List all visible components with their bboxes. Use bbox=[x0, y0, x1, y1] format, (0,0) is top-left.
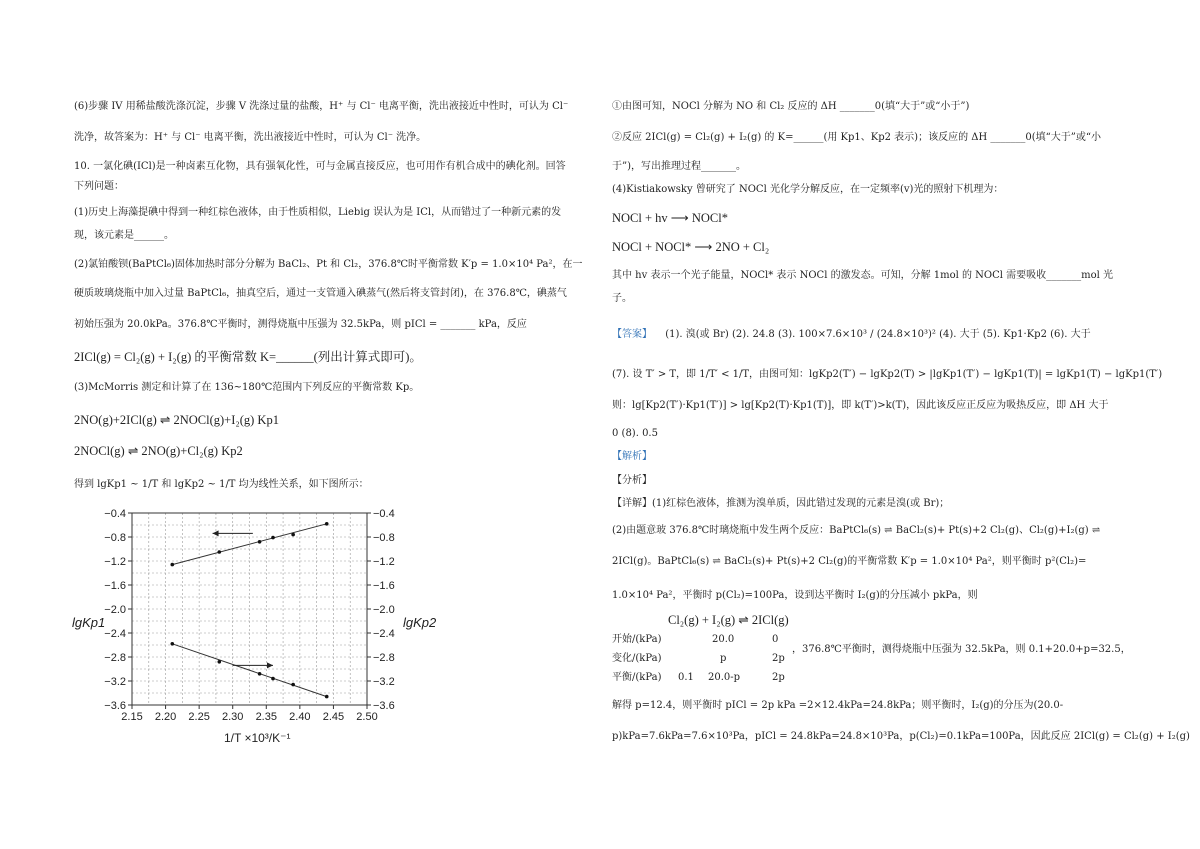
x-axis-label: 1/T ×10³/K⁻¹ bbox=[224, 731, 291, 745]
series-line-2 bbox=[172, 644, 326, 697]
ice-cell: p bbox=[720, 653, 727, 664]
text-line: (2)氯铂酸钡(BaPtCl₆)固体加热时部分分解为 BaCl₂、Pt 和 Cl₂，376.8℃时平衡常数 K′p = 1.0×10⁴ Pa²，在一 bbox=[74, 259, 583, 270]
data-point bbox=[258, 672, 262, 676]
text-line: (3)McMorris 测定和计算了在 136~180℃范围内下列反应的平衡常数 Kp。 bbox=[74, 382, 420, 393]
text-line: 【详解】(1)红棕色液体，推测为溴单质，因此错过发现的元素是溴(或 Br)； bbox=[612, 498, 950, 509]
ice-cell: 2p bbox=[772, 672, 785, 683]
text-line: ②反应 2ICl(g) = Cl₂(g) + I₂(g) 的 K=______(用 Kp1、Kp2 表示)；该反应的 ΔH _______0(填“大于”或“小 bbox=[612, 132, 1101, 143]
x-tick-label: 2.40 bbox=[289, 711, 311, 723]
ice-cell: 2p bbox=[772, 653, 785, 664]
ice-cell: 20.0 bbox=[712, 634, 735, 645]
x-tick-label: 2.30 bbox=[222, 711, 244, 723]
equation-line: 2ICl(g) = Cl₂(g) + I₂(g) 的平衡常数 K=______(列出计算式即可)。 bbox=[74, 350, 422, 364]
ice-cell: 0 bbox=[772, 634, 779, 645]
text-line: 解得 p=12.4，则平衡时 pICl = 2p kPa =2×12.4kPa=24.8kPa；则平衡时，I₂(g)的分压为(20.0- bbox=[612, 700, 1064, 711]
data-point bbox=[271, 536, 275, 540]
y-tick-label-right: −2.0 bbox=[373, 604, 395, 616]
y-tick-label-right: −1.2 bbox=[373, 556, 395, 568]
text-line: 1.0×10⁴ Pa²，平衡时 p(Cl₂)=100Pa，设到达平衡时 I₂(g)的分压减小 pkPa，则 bbox=[612, 590, 978, 601]
equation-line: 2NOCl(g) ⇌ 2NO(g)+Cl₂(g) Kp2 bbox=[74, 444, 243, 458]
x-tick-label: 2.20 bbox=[154, 711, 177, 723]
y-tick-label-right: −2.4 bbox=[373, 628, 395, 640]
answer-line bbox=[612, 328, 1091, 342]
y-axis-label-left: lgKp1 bbox=[72, 615, 106, 630]
y-tick-label-left: −2.0 bbox=[104, 604, 126, 616]
text-line: 现，该元素是______。 bbox=[74, 230, 174, 241]
y-tick-label-left: −1.2 bbox=[104, 556, 126, 568]
y-tick-label-left: −0.8 bbox=[104, 532, 126, 544]
y-tick-label-right: −0.4 bbox=[373, 508, 395, 520]
text-line: ，376.8℃平衡时，测得烧瓶中压强为 32.5kPa，则 0.1+20.0+p=32.5， bbox=[792, 644, 1131, 655]
arrow-head bbox=[267, 662, 273, 668]
y-tick-label-left: −0.4 bbox=[104, 508, 126, 520]
data-point bbox=[325, 522, 329, 526]
x-tick-label: 2.45 bbox=[322, 711, 345, 723]
y-tick-label-right: −1.6 bbox=[373, 580, 395, 592]
y-axis-label-right: lgKp2 bbox=[403, 615, 437, 630]
text-line: (4)Kistiakowsky 曾研究了 NOCl 光化学分解反应，在一定频率(v)光的照射下机理为： bbox=[612, 184, 1004, 195]
text-line: 2ICl(g)。BaPtCl₆(s) ⇌ BaCl₂(s)+ Pt(s)+2 Cl₂(g)的平衡常数 K′p = 1.0×10⁴ Pa²，则平衡时 p²(Cl₂)= bbox=[612, 556, 1087, 567]
text-line: 洗净，故答案为：H⁺ 与 Cl⁻ 电离平衡，洗出液接近中性时，可认为 Cl⁻ 洗净。 bbox=[74, 132, 427, 143]
y-tick-label-right: −3.2 bbox=[373, 676, 395, 688]
text-line: (2)由题意玻 376.8℃时璃烧瓶中发生两个反应：BaPtCl₆(s) ⇌ BaCl₂(s)+ Pt(s)+2 Cl₂(g)、Cl₂(g)+I₂(g) ⇌ bbox=[612, 525, 1101, 536]
x-tick-label: 2.35 bbox=[255, 711, 277, 723]
text-line: (1)历史上海藻提碘中得到一种红棕色液体，由于性质相似，Liebig 误认为是 ICl，从而错过了一种新元素的发 bbox=[74, 207, 562, 218]
y-tick-label-left: −3.2 bbox=[104, 676, 126, 688]
ice-cell: 20.0-p bbox=[708, 672, 741, 683]
question-heading: 10. 一氯化碘(ICl)是一种卤素互化物，具有强氧化性，可与金属直接反应，也可用作有机合成中的碘化剂。回答 bbox=[74, 161, 566, 172]
y-tick-label-right: −2.8 bbox=[373, 652, 395, 664]
ice-row-label: 变化/(kPa) bbox=[612, 653, 662, 664]
data-point bbox=[258, 540, 262, 544]
data-point bbox=[170, 642, 174, 646]
y-tick-label-right: −0.8 bbox=[373, 532, 395, 544]
answer-tag: 【答案】 bbox=[612, 329, 652, 340]
y-tick-label-left: −2.8 bbox=[104, 652, 126, 664]
data-point bbox=[217, 660, 221, 664]
ice-cell: 0.1 bbox=[678, 672, 694, 683]
text-line: 下列问题： bbox=[74, 181, 124, 192]
y-tick-label-left: −1.6 bbox=[104, 580, 126, 592]
data-point bbox=[325, 695, 329, 699]
y-tick-label-left: −2.4 bbox=[104, 628, 126, 640]
x-tick-label: 2.25 bbox=[188, 711, 210, 723]
text-line: 得到 lgKp1 ~ 1/T 和 lgKp2 ~ 1/T 均为线性关系，如下图所示： bbox=[74, 479, 369, 490]
arrow-head bbox=[213, 530, 219, 536]
text-line: 则：lg[Kp2(T′)·Kp1(T′)] > lg[Kp2(T)·Kp1(T)]，即 k(T′)>k(T)，因此该反应正反应为吸热反应，即 ΔH 大于 bbox=[612, 400, 1109, 411]
equation-line: NOCl + NOCl* ⟶ 2NO + Cl₂ bbox=[612, 240, 770, 254]
y-tick-label-left: −3.6 bbox=[104, 700, 126, 712]
text-line: p)kPa=7.6kPa=7.6×10³Pa，pICl = 24.8kPa=24.8×10³Pa，p(Cl₂)=0.1kPa=100Pa，因此反应 2ICl(g) = Cl₂(g) + I₂(g) bbox=[612, 731, 1190, 742]
text-line: 于”)，写出推理过程_______。 bbox=[612, 161, 747, 172]
x-tick-label: 2.50 bbox=[356, 711, 378, 723]
ice-table-header: Cl₂(g) + I₂(g) ⇌ 2ICl(g) bbox=[668, 613, 789, 627]
equation-line: 2NO(g)+2ICl(g) ⇌ 2NOCl(g)+I₂(g) Kp1 bbox=[74, 413, 279, 427]
text-line: (6)步骤 IV 用稀盐酸洗涤沉淀，步骤 V 洗涤过量的盐酸，H⁺ 与 Cl⁻ 电离平衡，洗出液接近中性时，可认为 Cl⁻ bbox=[74, 101, 569, 112]
y-tick-label-right: −3.6 bbox=[373, 700, 395, 712]
text-line: 硬质玻璃烧瓶中加入过量 BaPtCl₆，抽真空后，通过一支管通入碘蒸气(然后将支管封闭)，在 376.8℃，碘蒸气 bbox=[74, 288, 567, 299]
text-line: 其中 hv 表示一个光子能量，NOCl* 表示 NOCl 的激发态。可知，分解 1mol 的 NOCl 需要吸收_______mol 光 bbox=[612, 270, 1114, 281]
analysis-tag: 【解析】 bbox=[612, 451, 652, 462]
ice-row-label: 平衡/(kPa) bbox=[612, 672, 662, 683]
text-line: 子。 bbox=[612, 293, 632, 304]
data-point bbox=[291, 533, 295, 537]
text-line: ①由图可知，NOCl 分解为 NO 和 Cl₂ 反应的 ΔH _______0(填“大于”或“小于”) bbox=[612, 101, 970, 112]
text-line: 【分析】 bbox=[612, 475, 652, 486]
equation-line: NOCl + hv ⟶ NOCl* bbox=[612, 211, 728, 225]
data-point bbox=[217, 550, 221, 554]
text-line: 0 (8). 0.5 bbox=[612, 428, 658, 439]
ice-row-label: 开始/(kPa) bbox=[612, 634, 662, 645]
text-line: 初始压强为 20.0kPa。376.8℃平衡时，测得烧瓶中压强为 32.5kPa，则 pICl = _______ kPa，反应 bbox=[74, 319, 527, 330]
x-tick-label: 2.15 bbox=[121, 711, 143, 723]
answer-text: (1). 溴(或 Br) (2). 24.8 (3). 100×7.6×10³ / (24.8×10³)² (4). 大于 (5). Kp1·Kp2 (6). 大于 bbox=[665, 329, 1091, 340]
lgk-chart bbox=[72, 500, 437, 750]
data-point bbox=[291, 683, 295, 687]
data-point bbox=[170, 563, 174, 567]
text-line: (7). 设 T′ > T，即 1/T′ < 1/T，由图可知：lgKp2(T′) − lgKp2(T) > |lgKp1(T′) − lgKp1(T)| = lgKp1(T) − lgKp1(T′) bbox=[612, 369, 1163, 380]
data-point bbox=[271, 677, 275, 681]
